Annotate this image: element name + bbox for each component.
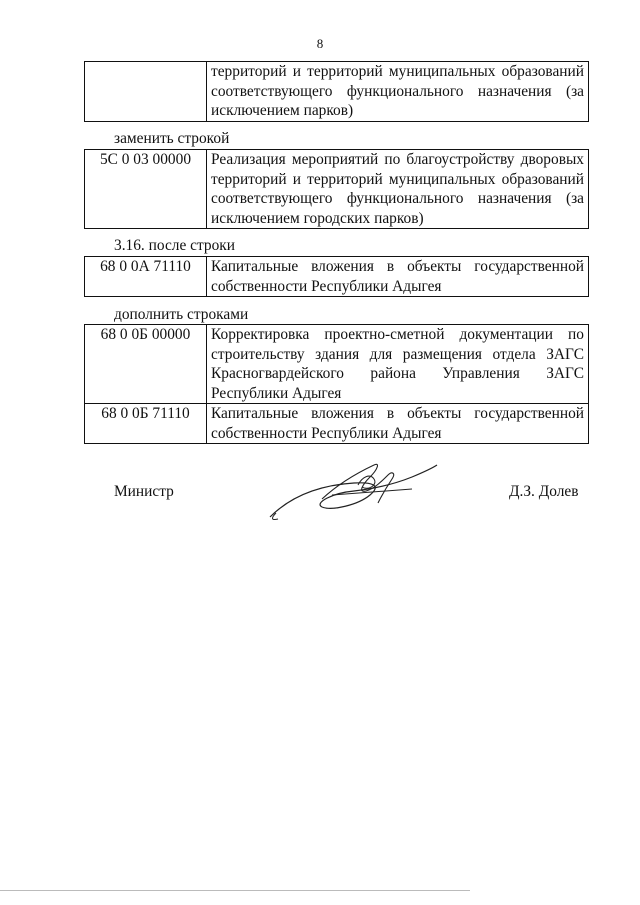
- description-cell: [207, 62, 589, 122]
- label-replace: заменить строкой: [114, 130, 230, 147]
- text-line: строительству здания для размещения отдела ЗАГС: [211, 345, 584, 363]
- page-number: 8: [316, 36, 324, 51]
- code-cell: [85, 62, 207, 122]
- text-line: соответствующего функционального назначения (за: [211, 82, 584, 100]
- table-continuation: [84, 61, 589, 122]
- text-line: Красногвардейского района Управления ЗАГС: [211, 365, 584, 382]
- table-row: [85, 404, 589, 444]
- signatory-name: Д.З. Долев: [509, 483, 579, 500]
- text-line: Корректировка проектно-сметной документации по: [211, 326, 584, 343]
- table-after-row: [84, 256, 589, 297]
- code-cell: 5С 0 03 00000: [85, 150, 207, 229]
- text-line: Капитальные вложения в объекты государственной: [211, 258, 584, 275]
- text-line: собственности Республики Адыгея: [211, 277, 442, 295]
- text-line: соответствующего функционального назначения (за: [211, 190, 584, 207]
- code-cell: 68 0 0Б 00000: [85, 325, 207, 404]
- text-line: Республики Адыгея: [211, 384, 342, 402]
- description-cell: [207, 150, 589, 229]
- table-row: [85, 325, 589, 404]
- label-after: 3.16. после строки: [114, 237, 235, 254]
- table-row: [85, 62, 589, 122]
- code-cell: 68 0 0А 71110: [85, 257, 207, 297]
- text-line: исключением парков): [211, 102, 354, 119]
- text-line: территорий и территорий муниципальных образований: [211, 170, 584, 188]
- scan-edge-line: [0, 890, 470, 891]
- handwritten-signature: [262, 455, 442, 525]
- table-row: [85, 150, 589, 229]
- description-cell: [207, 325, 589, 404]
- text-line: Капитальные вложения в объекты государственной: [211, 405, 584, 422]
- table-replacement: [84, 149, 589, 229]
- description-cell: [207, 404, 589, 444]
- text-line: исключением городских парков): [211, 209, 424, 227]
- signatory-position: Министр: [114, 483, 174, 500]
- table-additions: [84, 324, 589, 444]
- code-cell: 68 0 0Б 71110: [85, 404, 207, 444]
- text-line: Реализация мероприятий по благоустройству дворовых: [211, 151, 584, 168]
- text-line: территорий и территорий муниципальных образований: [211, 63, 584, 80]
- text-line: собственности Республики Адыгея: [211, 424, 442, 442]
- table-row: [85, 257, 589, 297]
- label-add: дополнить строками: [114, 306, 249, 323]
- description-cell: [207, 257, 589, 297]
